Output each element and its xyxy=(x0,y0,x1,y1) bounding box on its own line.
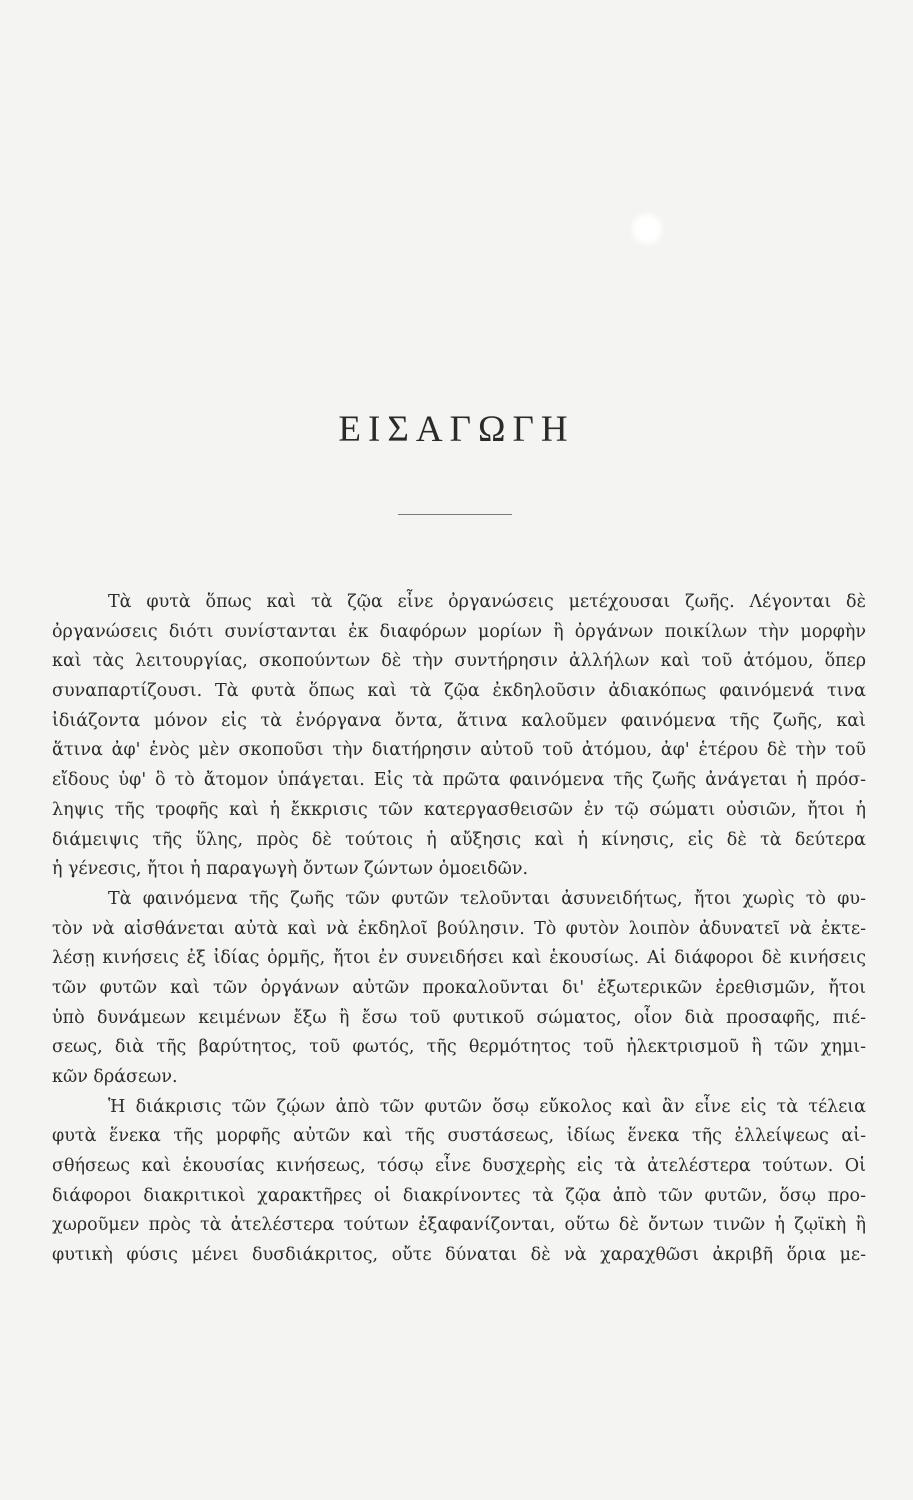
text-line: ἅτινα ἀφ' ἑνὸς μὲν σκοποῦσι τὴν διατήρησιν αὐτοῦ τοῦ ἀτόμου, ἀφ' ἑτέρου δὲ τὴν τοῦ xyxy=(52,740,866,761)
text-line: ἡ γένεσις, ἤτοι ἡ παραγωγὴ ὄντων ζώντων ὁμοειδῶν. xyxy=(52,859,529,880)
text-line: σθήσεως καὶ ἑκουσίας κινήσεως, τόσῳ εἶνε δυσχερὴς εἰς τὰ ἀτελέστερα τούτων. Οἱ xyxy=(52,1156,866,1177)
text-line: Τὰ φαινόμενα τῆς ζωῆς τῶν φυτῶν τελοῦνται ἀσυνειδήτως, ἤτοι χωρὶς τὸ φυ- xyxy=(108,888,866,909)
text-line: ὑπὸ δυνάμεων κειμένων ἔξω ἢ ἔσω τοῦ φυτικοῦ σώματος, οἷον διὰ προσαφῆς, πιέ- xyxy=(52,1007,866,1028)
text-line: τῶν φυτῶν καὶ τῶν ὀργάνων αὐτῶν προκαλοῦνται δι' ἐξωτερικῶν ἐρεθισμῶν, ἤτοι xyxy=(52,977,866,998)
text-line: Ἡ διάκρισις τῶν ζῴων ἀπὸ τῶν φυτῶν ὅσῳ εὔκολος καὶ ἂν εἶνε εἰς τὰ τέλεια xyxy=(108,1096,866,1117)
title-divider xyxy=(398,514,512,515)
text-line: εἴδους ὑφ' ὃ τὸ ἄτομον ὑπάγεται. Εἰς τὰ πρῶτα φαινόμενα τῆς ζωῆς ἀνάγεται ἡ πρόσ- xyxy=(52,770,866,791)
text-line: ὀργανώσεις διότι συνίστανται ἐκ διαφόρων μορίων ἢ ὀργάνων ποικίλων τὴν μορφὴν xyxy=(52,621,866,642)
text-line: φυτικὴ φύσις μένει δυσδιάκριτος, οὔτε δύναται δὲ νὰ χαραχθῶσι ἀκριβῆ ὅρια με- xyxy=(52,1245,866,1266)
text-line: χωροῦμεν πρὸς τὰ ἀτελέστερα τούτων ἐξαφανίζονται, οὕτω δὲ ὄντων τινῶν ἡ ζῳϊκὴ ἢ xyxy=(52,1215,866,1236)
chapter-title: ΕΙΣΑΓΩΓΗ xyxy=(338,409,575,450)
text-line: τὸν νὰ αἰσθάνεται αὐτὰ καὶ νὰ ἐκδηλοῖ βούλησιν. Τὸ φυτὸν λοιπὸν ἀδυνατεῖ νὰ ἐκτε- xyxy=(52,918,866,939)
text-line: λέσῃ κινήσεις ἐξ ἰδίας ὁρμῆς, ἤτοι ἐν συνειδήσει καὶ ἑκουσίως. Αἱ διάφοροι δὲ κινήσεις xyxy=(52,948,866,969)
text-line: διάμειψις τῆς ὕλης, πρὸς δὲ τούτοις ἡ αὔξησις καὶ ἡ κίνησις, εἰς δὲ τὰ δεύτερα xyxy=(52,829,866,850)
text-line: συναπαρτίζουσι. Τὰ φυτὰ ὅπως καὶ τὰ ζῷα ἐκδηλοῦσιν ἀδιακόπως φαινόμενά τινα xyxy=(52,681,866,702)
paper-blemish xyxy=(636,218,658,240)
text-line: κῶν δράσεων. xyxy=(52,1067,178,1087)
text-line: ληψις τῆς τροφῆς καὶ ἡ ἔκκρισις τῶν κατεργασθεισῶν ἐν τῷ σώματι οὐσιῶν, ἤτοι ἡ xyxy=(52,799,866,820)
body-text xyxy=(52,588,866,1271)
text-line: σεως, διὰ τῆς βαρύτητος, τοῦ φωτός, τῆς θερμότητος τοῦ ἠλεκτρισμοῦ ἢ τῶν χημι- xyxy=(52,1037,866,1058)
text-line: καὶ τὰς λειτουργίας, σκοπούντων δὲ τὴν συντήρησιν ἀλλήλων καὶ τοῦ ἀτόμου, ὅπερ xyxy=(52,651,866,672)
text-line: φυτὰ ἕνεκα τῆς μορφῆς αὐτῶν καὶ τῆς συστάσεως, ἰδίως ἕνεκα τῆς ἐλλείψεως αἰ- xyxy=(52,1126,866,1147)
text-line: ἰδιάζοντα μόνον εἰς τὰ ἐνόργανα ὄντα, ἅτινα καλοῦμεν φαινόμενα τῆς ζωῆς, καὶ xyxy=(52,710,866,731)
text-line: διάφοροι διακριτικοὶ χαρακτῆρες οἱ διακρίνοντες τὰ ζῷα ἀπὸ τῶν φυτῶν, ὅσῳ προ- xyxy=(52,1185,866,1206)
text-line: Τὰ φυτὰ ὅπως καὶ τὰ ζῷα εἶνε ὀργανώσεις μετέχουσαι ζωῆς. Λέγονται δὲ xyxy=(108,592,866,612)
